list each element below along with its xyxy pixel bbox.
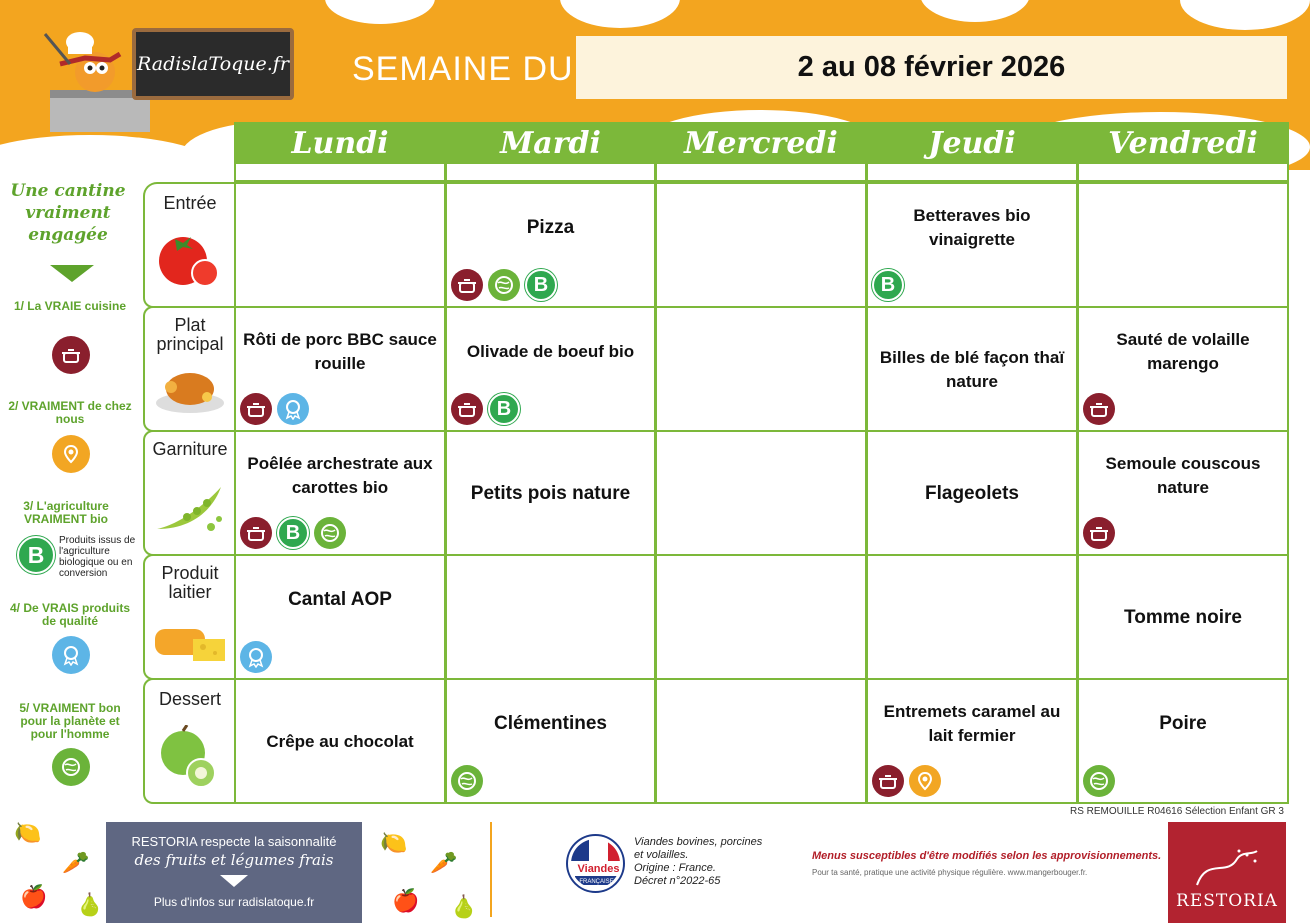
- vf-line1: Viandes bovines, porcines et volailles.: [634, 836, 763, 861]
- menu-cell: [234, 182, 446, 308]
- dish-name: Pizza: [526, 217, 575, 238]
- apple-deco-icon: 🍎: [20, 884, 48, 909]
- carrot-deco-icon: 🥕: [430, 850, 458, 875]
- viandes-origine-text: [634, 836, 764, 888]
- menu-cell: [445, 678, 656, 804]
- legend-label: 4/ De VRAIS produits de qualité: [9, 601, 131, 628]
- menu-cell: [445, 554, 656, 680]
- cheese-icon: [153, 625, 227, 670]
- viandes-francaises-logo: [568, 836, 623, 891]
- menu-cell: [655, 430, 867, 556]
- menu-cell: [866, 182, 1078, 308]
- badge-group: [1083, 393, 1115, 425]
- legend-planet-icon: [52, 748, 90, 786]
- row-label-text: Dessert: [158, 689, 221, 709]
- apple-deco-icon: 🍎: [392, 888, 420, 913]
- restoria-text: RESTORIA: [1176, 891, 1278, 911]
- logo-text: RadislaToque.fr: [137, 53, 289, 75]
- day-header-mercredi: Mercredi: [655, 122, 867, 164]
- badge-group: [451, 765, 483, 797]
- pot-badge-icon: [451, 269, 483, 301]
- day-header-mardi: Mardi: [445, 122, 656, 164]
- day-header-spacer: [1077, 164, 1289, 182]
- menu-cell: [234, 554, 446, 680]
- apple-icon: [153, 725, 223, 794]
- menu-cell: [445, 430, 656, 556]
- peas-icon: [153, 481, 227, 546]
- saison-arrow-icon: [220, 875, 248, 887]
- vf-line2: Origine : France.: [634, 862, 716, 874]
- dish-name: Billes de blé façon thaï nature: [879, 348, 1065, 391]
- menu-code: RS REMOUILLE R04616 Sélection Enfant GR 3: [1070, 806, 1284, 817]
- week-dates-text: 2 au 08 février 2026: [797, 51, 1066, 83]
- saison-line2: des fruits et légumes frais: [134, 851, 334, 869]
- week-dates: [576, 36, 1287, 99]
- tagline: Une cantine vraiment engagée: [10, 181, 126, 245]
- menu-cell: [1077, 554, 1289, 680]
- vf-line3: Décret n°2022-65: [634, 875, 721, 887]
- row-label-text: Produit laitier: [161, 563, 219, 602]
- badge-group: [1083, 765, 1115, 797]
- week-label: SEMAINE DU: [352, 50, 574, 88]
- dish-name: Sauté de volaille marengo: [1116, 330, 1250, 373]
- pear-deco-icon: 🍐: [76, 892, 104, 917]
- restoria-logo: [1168, 822, 1286, 923]
- day-header-lundi: Lundi: [234, 122, 446, 164]
- badge-group: [240, 393, 309, 425]
- badge-group: [240, 517, 346, 549]
- row-label-0: [143, 182, 235, 308]
- tomato-icon: [153, 223, 223, 298]
- day-header-jeudi: Jeudi: [866, 122, 1078, 164]
- menu-cell: [655, 182, 867, 308]
- day-header-spacer: [234, 164, 446, 182]
- quality-badge-icon: [277, 393, 309, 425]
- planet-badge-icon: [1083, 765, 1115, 797]
- saison-line1: RESTORIA respecte la saisonnalité: [131, 834, 337, 849]
- day-header-spacer: [866, 164, 1078, 182]
- pear-deco-icon: 🍐: [450, 894, 478, 919]
- menu-cell: [655, 678, 867, 804]
- dish-name: Cantal AOP: [288, 589, 392, 610]
- radislatoque-logo: [132, 28, 294, 100]
- badge-group: [1083, 517, 1115, 549]
- menu-cell: [234, 430, 446, 556]
- menu-cell: [1077, 430, 1289, 556]
- roast-chicken-icon: [153, 357, 227, 422]
- mangerbouger-notice: Pour ta santé, pratique une activité physique régulière. www.mangerbouger.fr.: [812, 868, 1088, 877]
- bio-badge-icon: B: [277, 517, 309, 549]
- dish-name: Entremets caramel au lait fermier: [883, 702, 1061, 745]
- row-label-text: Garniture: [152, 439, 228, 459]
- day-header-spacer: [445, 164, 656, 182]
- dish-name: Rôti de porc BBC sauce rouille: [243, 330, 437, 373]
- footer-divider: [490, 822, 492, 917]
- modification-notice: Menus susceptibles d'être modifiés selon les approvisionnements.: [812, 850, 1162, 862]
- quality-badge-icon: [240, 641, 272, 673]
- bio-note: Produits issus de l'agriculture biologique ou en conversion: [59, 535, 136, 579]
- planet-badge-icon: [314, 517, 346, 549]
- badge-group: [451, 269, 557, 301]
- dish-name: Betteraves bio vinaigrette: [913, 206, 1031, 249]
- pot-badge-icon: [1083, 517, 1115, 549]
- saisonnalite-box: [106, 822, 362, 923]
- dish-name: Olivade de boeuf bio: [466, 342, 635, 361]
- tagline-arrow-icon: [50, 265, 94, 282]
- day-header-spacer: [655, 164, 867, 182]
- legend-label: 3/ L'agriculture VRAIMENT bio: [23, 499, 109, 526]
- row-label-4: [143, 678, 235, 804]
- menu-cell: [866, 306, 1078, 432]
- badge-group: [451, 393, 520, 425]
- menu-cell: [866, 554, 1078, 680]
- pot-badge-icon: [240, 517, 272, 549]
- row-label-2: [143, 430, 235, 556]
- planet-badge-icon: [488, 269, 520, 301]
- menu-cell: [1077, 678, 1289, 804]
- legend-bio-icon: B: [17, 536, 55, 574]
- carrot-deco-icon: 🥕: [62, 850, 90, 875]
- dish-name: Flageolets: [925, 483, 1019, 504]
- lemon-deco-icon: 🍋: [380, 830, 408, 855]
- menu-cell: [1077, 306, 1289, 432]
- menu-cell: [1077, 182, 1289, 308]
- menu-cell: [866, 430, 1078, 556]
- legend-local-icon: [52, 435, 90, 473]
- menu-cell: [445, 306, 656, 432]
- menu-cell: [234, 306, 446, 432]
- dish-name: Crêpe au chocolat: [266, 732, 414, 751]
- badge-group: [872, 765, 941, 797]
- dish-name: Semoule couscous nature: [1105, 454, 1261, 497]
- pot-badge-icon: [240, 393, 272, 425]
- legend-label: 5/ VRAIMENT bon pour la planète et pour l'homme: [19, 701, 121, 741]
- menu-cell: [655, 554, 867, 680]
- pot-badge-icon: [451, 393, 483, 425]
- row-label-1: [143, 306, 235, 432]
- day-header-vendredi: Vendredi: [1077, 122, 1289, 164]
- menu-cell: [445, 182, 656, 308]
- legend-quality-icon: [52, 636, 90, 674]
- legend-label: 2/ VRAIMENT de chez nous: [8, 399, 132, 426]
- menu-cell: [234, 678, 446, 804]
- dish-name: Poêlée archestrate aux carottes bio: [247, 454, 433, 497]
- dish-name: Clémentines: [494, 713, 607, 734]
- badge-group: [240, 641, 272, 673]
- planet-badge-icon: [451, 765, 483, 797]
- legend-label: 1/ La VRAIE cuisine: [13, 299, 127, 313]
- menu-cell: [655, 306, 867, 432]
- local-badge-icon: [909, 765, 941, 797]
- bio-badge-icon: B: [525, 269, 557, 301]
- bio-badge-icon: B: [872, 269, 904, 301]
- dish-name: Petits pois nature: [470, 483, 631, 504]
- saison-link[interactable]: Plus d'infos sur radislatoque.fr: [153, 895, 315, 909]
- dish-name: Poire: [1159, 713, 1207, 734]
- row-label-text: Entrée: [163, 193, 217, 213]
- vf-logo-text: Viandes: [577, 863, 620, 875]
- restoria-figure-icon: [1187, 847, 1267, 891]
- bio-badge-icon: B: [488, 393, 520, 425]
- row-label-3: [143, 554, 235, 680]
- row-label-text: Plat principal: [156, 315, 224, 354]
- apple-deco-icon: 🍋: [14, 820, 42, 845]
- legend-pot-icon: [52, 336, 90, 374]
- menu-cell: [866, 678, 1078, 804]
- badge-group: [872, 269, 904, 301]
- pot-badge-icon: [872, 765, 904, 797]
- vf-logo-sub: FRANÇAISES: [579, 879, 618, 885]
- pot-badge-icon: [1083, 393, 1115, 425]
- dish-name: Tomme noire: [1124, 607, 1242, 628]
